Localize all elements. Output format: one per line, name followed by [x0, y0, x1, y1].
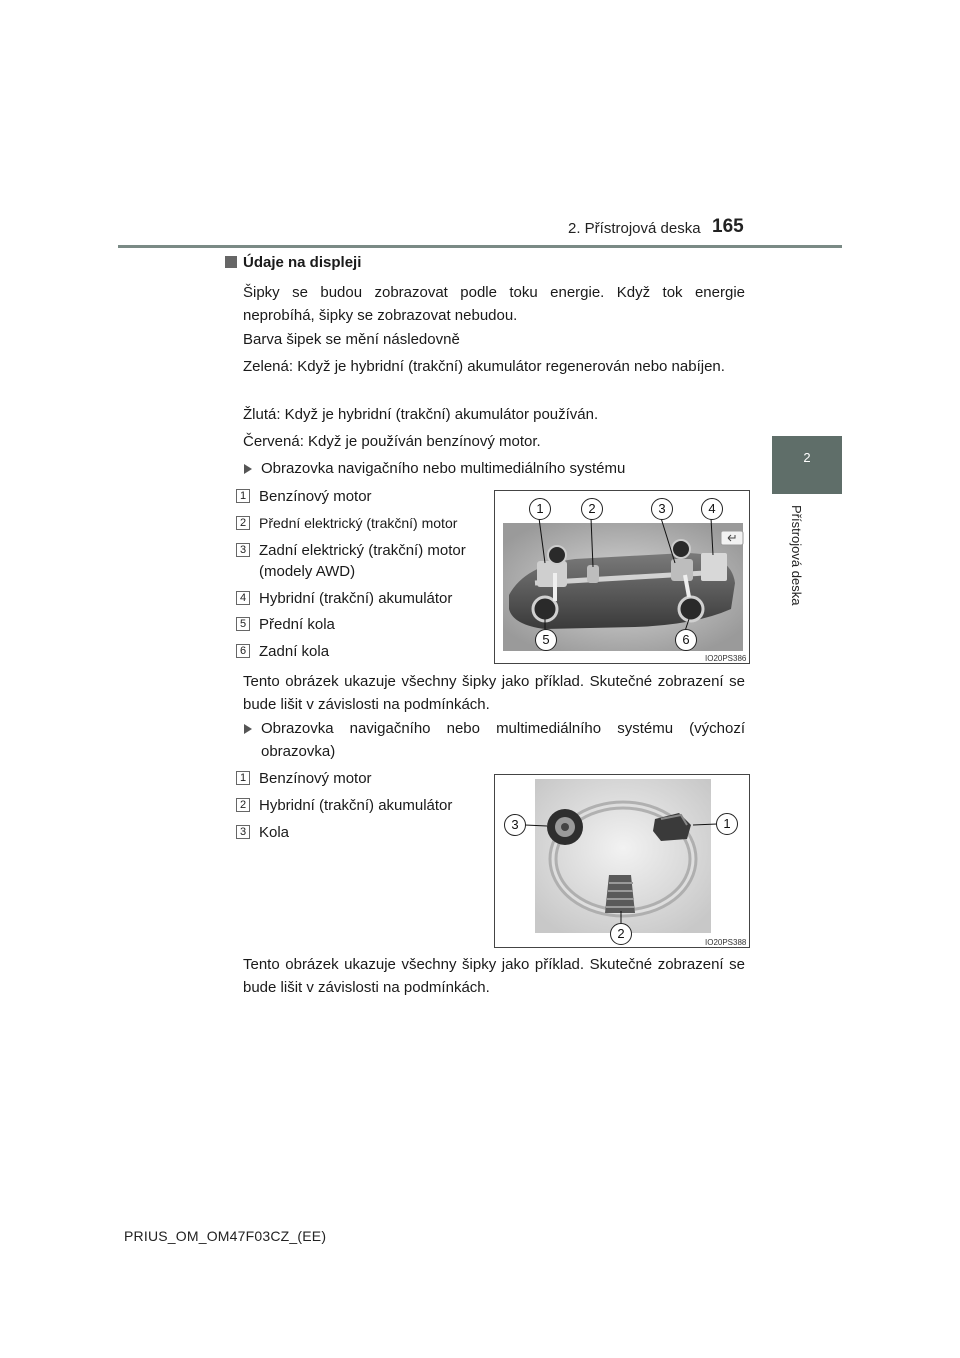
legend-number: 1: [236, 489, 250, 503]
legend-label: Kola: [259, 824, 290, 841]
figure-code: IO20PS388: [705, 938, 747, 947]
paragraph: Barva šipek se mění následovně: [243, 331, 460, 348]
chapter-tab: [772, 436, 842, 494]
callout-3: 3: [651, 498, 673, 520]
screen2-heading-text: Obrazovka navigačního nebo multimediálního systému (výchozí obrazovka): [261, 720, 745, 760]
legend-number: 6: [236, 644, 250, 658]
paragraph: Šipky se budou zobrazovat podle toku energie. Když tok energie neprobíhá, šipky se zobrazovat nebudou.: [243, 284, 745, 324]
legend-label: Hybridní (trakční) akumulátor: [259, 590, 453, 607]
screen2-heading: [243, 717, 745, 763]
section-title: [225, 254, 361, 271]
chapter-tab-label-text: Přístrojová deska: [789, 505, 804, 606]
screen1-heading: [243, 457, 745, 480]
legend-number: 4: [236, 591, 250, 605]
legend-label: Přední elektrický (trakční) motor: [259, 515, 458, 531]
callout-1: 1: [529, 498, 551, 520]
energy-flow-car-figure: [494, 490, 750, 664]
paragraph: Zelená: Když je hybridní (trakční) akumulátor regenerován nebo nabíjen.: [243, 358, 725, 375]
paragraph: Červená: Když je používán benzínový motor.: [243, 433, 541, 450]
legend-number: 1: [236, 771, 250, 785]
callout-1: 1: [716, 813, 738, 835]
legend-number: 2: [236, 516, 250, 530]
legend-number: 2: [236, 798, 250, 812]
callout-2: 2: [581, 498, 603, 520]
legend-label: Benzínový motor: [259, 488, 372, 505]
header-divider: [118, 245, 842, 248]
callout-6: 6: [675, 629, 697, 651]
legend-label: Zadní elektrický (trakční) motor: [259, 542, 466, 559]
legend-label: Přední kola: [259, 616, 335, 633]
chapter-tab-label: [790, 505, 804, 625]
chapter-tab-number: 2: [803, 450, 811, 465]
figure-code: IO20PS386: [705, 654, 747, 663]
screen1-note: Tento obrázek ukazuje všechny šipky jako příklad. Skutečné zobrazení se bude lišit v závislosti na podmínkách.: [243, 673, 745, 713]
legend-label: Benzínový motor: [259, 770, 372, 787]
paragraph: Žlutá: Když je hybridní (trakční) akumulátor používán.: [243, 406, 599, 423]
section-title-text: Údaje na displeji: [243, 254, 362, 271]
callout-2: 2: [610, 923, 632, 945]
legend-label: (modely AWD): [259, 563, 356, 580]
screen2-note: Tento obrázek ukazuje všechny šipky jako příklad. Skutečné zobrazení se bude lišit v závislosti na podmínkách.: [243, 956, 745, 996]
chapter-title: 2. Přístrojová deska: [568, 220, 701, 237]
legend-label: Zadní kola: [259, 643, 330, 660]
energy-ring-figure: [494, 774, 750, 948]
legend-label: Hybridní (trakční) akumulátor: [259, 797, 453, 814]
triangle-bullet-icon: [244, 464, 252, 474]
legend-number: 3: [236, 543, 250, 557]
triangle-bullet-icon: [244, 724, 252, 734]
energy-ring-illustration: [495, 775, 750, 948]
callout-3: 3: [504, 814, 526, 836]
square-bullet-icon: [225, 256, 237, 268]
document-code: PRIUS_OM_OM47F03CZ_(EE): [124, 1228, 327, 1244]
legend-number: 5: [236, 617, 250, 631]
callout-5: 5: [535, 629, 557, 651]
legend-number: 3: [236, 825, 250, 839]
screen1-heading-text: Obrazovka navigačního nebo multimediálního systému: [261, 460, 626, 477]
page-number: 165: [712, 216, 744, 237]
callout-4: 4: [701, 498, 723, 520]
